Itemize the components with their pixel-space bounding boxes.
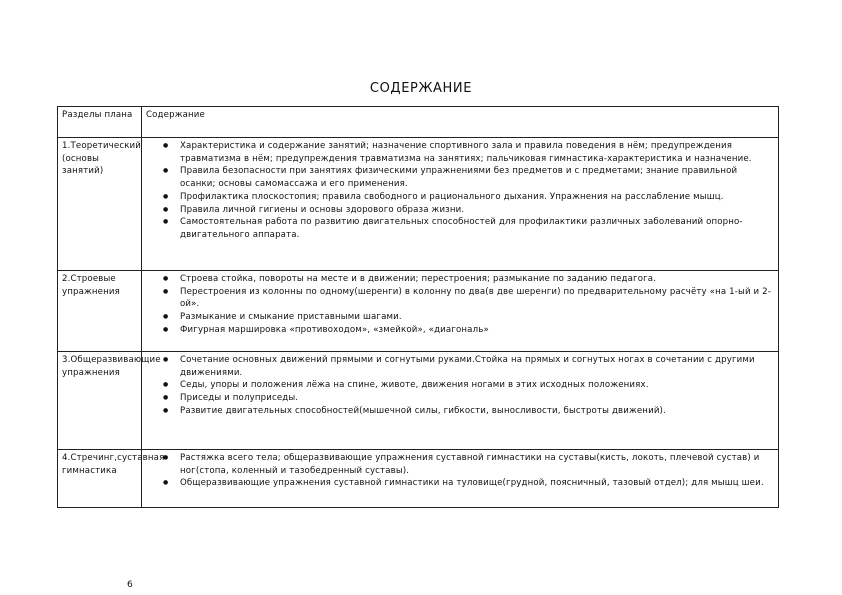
content-list (146, 140, 775, 242)
content-list (146, 273, 775, 337)
list-item: ● Размыкание и смыкание приставными шагами. (180, 311, 775, 324)
content-cell (142, 450, 779, 508)
list-item: ● Профилактика плоскостопия; правила свободного и рационального дыхания. Упражнения на расслабление мышц. (180, 191, 775, 204)
table-header-row (58, 107, 779, 138)
content-cell (142, 352, 779, 450)
page-number: 6 (127, 580, 133, 590)
section-cell: 3.Общеразвивающие упражнения (58, 352, 142, 450)
content-list (146, 354, 775, 418)
section-cell: 4.Стречинг,суставная гимнастика (58, 450, 142, 508)
table-row (58, 352, 779, 450)
list-item: ● Седы, упоры и положения лёжа на спине, животе, движения ногами в этих исходных положениях. (180, 379, 775, 392)
list-item: ● Приседы и полуприседы. (180, 392, 775, 405)
list-item: ● Сочетание основных движений прямыми и согнутыми руками.Стойка на прямых и согнутых ногах в сочетании с другими движениями. (180, 354, 775, 379)
table-row (58, 450, 779, 508)
list-item: ● Фигурная маршировка «противоходом», «змейкой», «диагональ» (180, 324, 775, 337)
list-item: ● Общеразвивающие упражнения суставной гимнастики на туловище(грудной, поясничный, тазовый отдел); для мышц шеи. (180, 477, 775, 490)
table-row (58, 271, 779, 352)
content-table (57, 106, 779, 508)
list-item: ● Характеристика и содержание занятий; назначение спортивного зала и правила поведения в нём; предупреждения травматизма в нём; предупреждения травматизма на занятиях; пальчиковая гимнастика-характеристика и назначение. (180, 140, 775, 165)
section-cell: 2.Строевые упражнения (58, 271, 142, 352)
list-item: ● Самостоятельная работа по развитию двигательных способностей для профилактики различных заболеваний опорно-двигательного аппарата. (180, 216, 775, 241)
list-item: ● Правила личной гигиены и основы здорового образа жизни. (180, 204, 775, 217)
content-cell (142, 271, 779, 352)
table-row (58, 138, 779, 271)
list-item: ● Перестроения из колонны по одному(шеренги) в колонну по два(в две шеренги) по предварительному расчёту «на 1-ый и 2-ой». (180, 286, 775, 311)
header-sections: Разделы плана (58, 107, 142, 138)
content-list (146, 452, 775, 490)
page-title: СОДЕРЖАНИЕ (369, 81, 473, 96)
list-item: ● Развитие двигательных способностей(мышечной силы, гибкости, выносливости, быстроты движений). (180, 405, 775, 418)
list-item: ● Растяжка всего тела; общеразвивающие упражнения суставной гимнастики на суставы(кисть, локоть, плечевой сустав) и ног(стопа, коленный и тазобедренный суставы). (180, 452, 775, 477)
content-cell (142, 138, 779, 271)
list-item: ● Правила безопасности при занятиях физическими упражнениями без предметов и с предметами; знание правильной осанки; основы самомассажа и его применения. (180, 165, 775, 190)
list-item: ● Строева стойка, повороты на месте и в движении; перестроения; размыкание по заданию педагога. (180, 273, 775, 286)
header-content: Содержание (142, 107, 779, 138)
section-cell: 1.Теоретический (основы занятий) (58, 138, 142, 271)
